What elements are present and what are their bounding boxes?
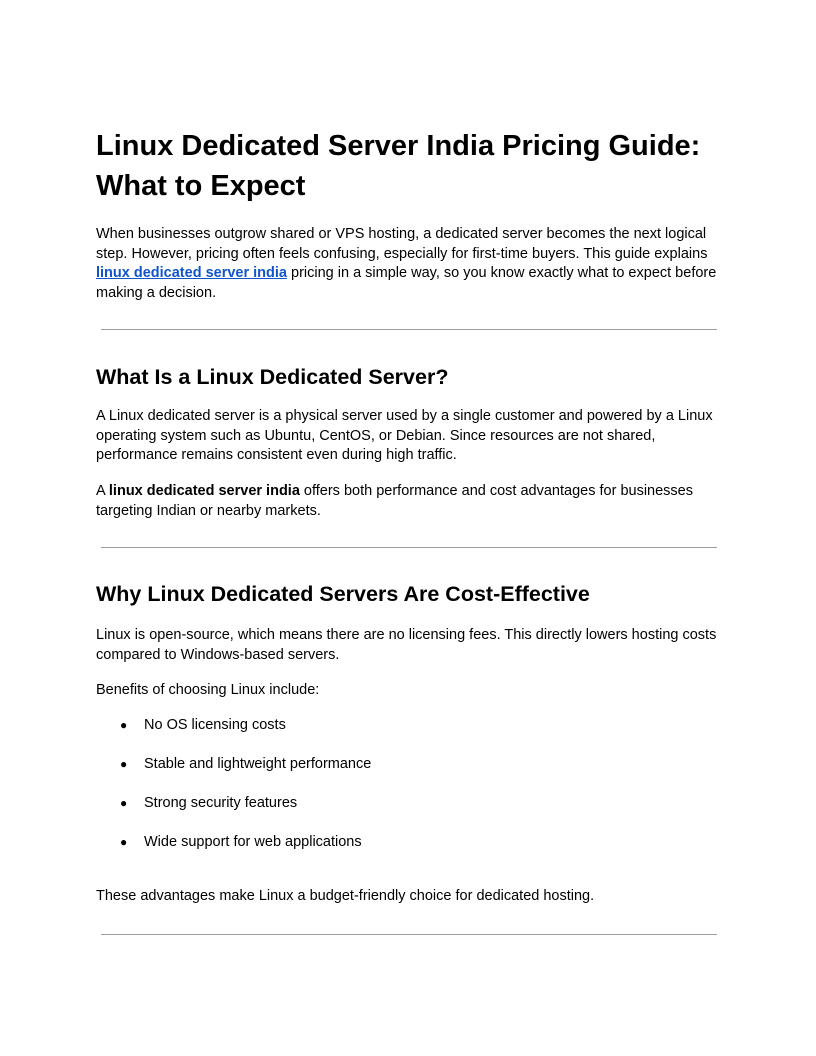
benefits-intro: Benefits of choosing Linux include: (96, 682, 320, 698)
bullet-icon: ● (120, 718, 128, 732)
list-item-text: Strong security features (144, 795, 298, 811)
closing-paragraph: These advantages make Linux a budget-friendly choice for dedicated hosting. (96, 888, 595, 904)
section2-paragraph-1: Linux is open-source, which means there are no licensing fees. This directly lowers hosting costs compared to Windows-based servers. (96, 627, 717, 663)
divider-2 (101, 547, 717, 548)
section-heading-cost-effective: Why Linux Dedicated Servers Are Cost-Effective (96, 582, 590, 606)
divider-1 (101, 329, 717, 330)
intro-text-start: When businesses outgrow shared or VPS hosting, a dedicated server becomes the next logical step. However, pricing often feels confusing, especially for first-time buyers. This guide explains (96, 226, 708, 262)
bullet-icon: ● (120, 835, 128, 849)
bullet-icon: ● (120, 757, 128, 771)
intro-text-end: pricing in a simple way, so you know exactly what to expect before making a decision. (96, 265, 717, 301)
list-item (96, 792, 371, 831)
list-item-text: No OS licensing costs (144, 717, 286, 733)
section-heading-what-is: What Is a Linux Dedicated Server? (96, 365, 449, 389)
linux-dedicated-server-india-link[interactable]: linux dedicated server india (96, 265, 287, 281)
benefits-list (96, 714, 371, 870)
intro-paragraph (96, 225, 720, 303)
bullet-icon: ● (120, 796, 128, 810)
section1-paragraph-2 (96, 482, 720, 521)
section1-paragraph-2-suffix: offers both performance and cost advantages for businesses targeting Indian or nearby markets. (96, 483, 693, 519)
list-item (96, 831, 371, 870)
section1-paragraph-1: A Linux dedicated server is a physical server used by a single customer and powered by a Linux operating system such as Ubuntu, CentOS, or Debian. Since resources are not shared, performance remains consistent even during high traffic. (96, 408, 713, 463)
list-item-text: Wide support for web applications (144, 834, 362, 850)
divider-3 (101, 934, 717, 935)
list-item (96, 714, 371, 753)
page-title: Linux Dedicated Server India Pricing Guide: What to Expect (96, 130, 701, 202)
list-item-text: Stable and lightweight performance (144, 756, 372, 772)
bold-keyword: linux dedicated server india (108, 483, 300, 499)
list-item (96, 753, 371, 792)
section1-paragraph-2-prefix: A (96, 483, 109, 499)
